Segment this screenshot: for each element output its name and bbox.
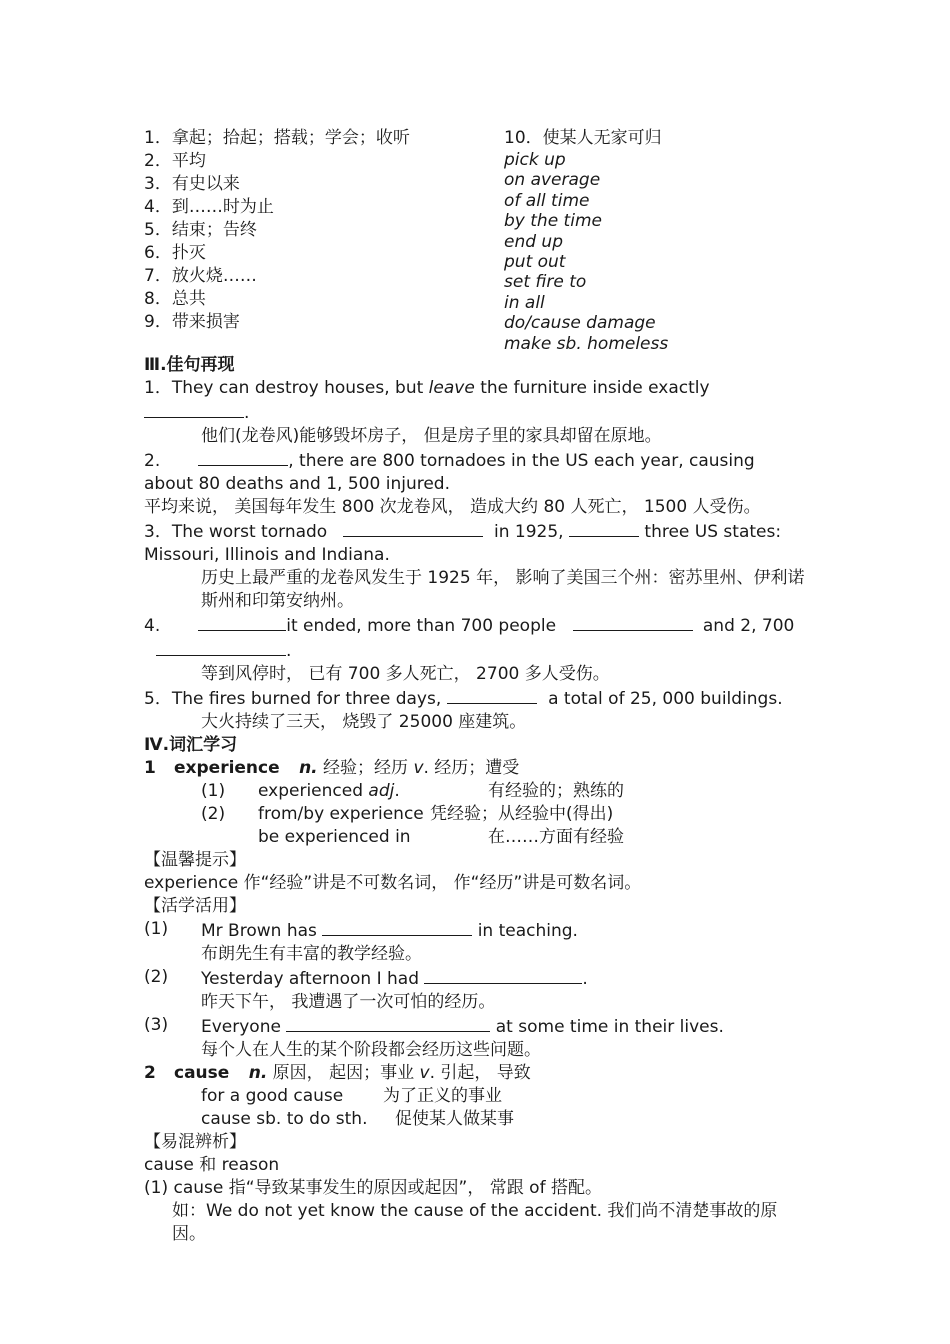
vocab-item-8: 8．总共 xyxy=(144,289,206,309)
vocab-answer-7: set fire to xyxy=(504,272,587,293)
vocab-item-6: 6．扑灭 xyxy=(144,243,206,263)
sentence-4-blank-3[interactable] xyxy=(156,638,286,656)
vocab-answer-4: by the time xyxy=(504,211,602,232)
section-4-title: Ⅳ.词汇学习 xyxy=(144,735,238,756)
word-2-num: 2 xyxy=(144,1063,156,1084)
tip-title: 【温馨提示】 xyxy=(144,850,246,871)
practice-2-num: (2) xyxy=(144,967,169,988)
vocab-item-2: 2．平均 xyxy=(144,151,206,171)
sentence-3-cn xyxy=(144,567,809,613)
vocab-answer-2: on average xyxy=(504,170,601,191)
word-2-pos: n. xyxy=(248,1063,268,1084)
phrase-1-term xyxy=(258,780,488,803)
practice-1-text-a: Mr Brown has xyxy=(201,921,317,942)
vocab-item-4: 4．到……时为止 xyxy=(144,197,274,217)
sentence-3 xyxy=(144,519,809,567)
vocab-answer-5: end up xyxy=(504,231,563,252)
cause-phrase-1-term: for a good cause xyxy=(201,1086,344,1107)
difference-1: (1) cause 指“导致某事发生的原因或起因”， 常跟 of 搭配。 xyxy=(144,1178,602,1199)
practice-1-cn: 布朗先生有丰富的教学经验。 xyxy=(201,944,422,965)
practice-2-text xyxy=(201,966,588,991)
phrase-3 xyxy=(144,826,809,849)
word-2-def-a: 原因， 起因；事业 xyxy=(267,1063,420,1084)
cause-phrase-1-def: 为了正义的事业 xyxy=(383,1086,502,1107)
practice-2 xyxy=(144,966,809,991)
vocab-answer-8: in all xyxy=(504,292,545,313)
sentence-5-cn: 大火持续了三天， 烧毁了 25000 座建筑。 xyxy=(201,712,527,733)
phrase-2-num: (2) xyxy=(201,804,226,825)
practice-3 xyxy=(144,1014,809,1039)
cause-phrase-1 xyxy=(144,1085,809,1108)
sentence-1-leave: leave xyxy=(428,378,475,399)
sentence-1-text-a: 1．They can destroy houses, but xyxy=(144,378,429,399)
practice-3-blank[interactable] xyxy=(286,1014,490,1032)
phrase-3-term: be experienced in xyxy=(258,827,411,848)
vocab-item-7: 7．放火烧…… xyxy=(144,266,257,286)
phrase-1-term-adj: adj xyxy=(368,781,395,802)
cause-phrase-2 xyxy=(144,1108,809,1131)
word-2-def-b: . 引起， 导致 xyxy=(429,1063,531,1084)
tip-text: experience 作“经验”讲是不可数名词， 作“经历”讲是可数名词。 xyxy=(144,873,642,894)
phrase-1-num: (1) xyxy=(201,781,226,802)
word-1-headword: experience xyxy=(174,758,280,779)
sentence-4-num: 4. xyxy=(144,616,161,637)
phrase-2-def: 凭经验；从经验中(得出) xyxy=(430,804,614,825)
sentence-4 xyxy=(144,613,809,663)
vocab-answer-3: of all time xyxy=(504,190,590,211)
practice-3-text-b: at some time in their lives. xyxy=(495,1017,724,1038)
vocab-item-9: 9．带来损害 xyxy=(144,312,240,332)
practice-2-text-a: Yesterday afternoon I had xyxy=(201,969,420,990)
sentence-3-text-c: three US states: Missouri, Illinois and Indiana. xyxy=(144,522,782,566)
vocab-left-column xyxy=(144,127,504,354)
practice-3-text xyxy=(201,1014,724,1039)
vocab-item-3: 3．有史以来 xyxy=(144,174,240,194)
sentence-1-text-b: the furniture inside exactly xyxy=(474,378,710,399)
sentence-5-blank[interactable] xyxy=(447,686,537,704)
sentence-1-end: . xyxy=(244,403,250,424)
practice-1-text-b: in teaching. xyxy=(477,921,578,942)
sentence-4-end: . xyxy=(286,641,292,662)
word-1-def-a: 经验；经历 xyxy=(317,758,414,779)
practice-3-text-a: Everyone xyxy=(201,1017,281,1038)
document-page xyxy=(144,127,809,1246)
phrase-2-term: from/by experience xyxy=(258,804,424,825)
sentence-4-text-a: it ended, more than 700 people xyxy=(286,616,557,637)
practice-1-blank[interactable] xyxy=(322,918,472,936)
sentence-2-cn: 平均来说， 美国每年发生 800 次龙卷风， 造成大约 80 人死亡， 1500 人受伤。 xyxy=(144,497,761,518)
word-2-v: v xyxy=(419,1063,430,1084)
sentence-3-text-b: in 1925, xyxy=(494,522,564,543)
practice-1 xyxy=(144,918,809,943)
sentence-5 xyxy=(144,686,809,711)
sentence-2-num: 2. xyxy=(144,451,161,472)
word-1-v: v xyxy=(413,758,424,779)
practice-2-cn: 昨天下午， 我遭遇了一次可怕的经历。 xyxy=(201,992,496,1013)
practice-1-text xyxy=(201,918,578,943)
sentence-5-text-b: a total of 25, 000 buildings. xyxy=(548,689,783,710)
sentence-4-blank-1[interactable] xyxy=(198,613,286,631)
vocab-columns xyxy=(144,127,809,354)
sentence-4-blank-2[interactable] xyxy=(573,613,693,631)
word-1-num: 1 xyxy=(144,758,156,779)
vocab-item-10: 10．使某人无家可归 xyxy=(504,128,662,148)
sentence-3-blank-2[interactable] xyxy=(569,519,639,537)
phrase-1-term-b: . xyxy=(394,781,400,802)
practice-2-text-b: . xyxy=(582,969,588,990)
phrase-1-term-a: experienced xyxy=(258,781,369,802)
sentence-2-blank[interactable] xyxy=(198,448,288,466)
word-1-entry xyxy=(144,757,809,780)
practice-3-num: (3) xyxy=(144,1015,169,1036)
word-2-entry xyxy=(144,1062,809,1085)
difference-1-example: 如：We do not yet know the cause of the accident. 我们尚不清楚事故的原因。 xyxy=(172,1201,778,1245)
sentence-2-text: , there are 800 tornadoes in the US each year, causing about 80 deaths and 1, 500 injured. xyxy=(144,451,755,495)
sentence-2 xyxy=(144,448,809,496)
vocab-answer-9: do/cause damage xyxy=(504,313,656,334)
vocab-answer-6: put out xyxy=(504,252,566,273)
vocab-item-1: 1．拿起；拾起；搭载；学会；收听 xyxy=(144,128,410,148)
sentence-3-cn-text: 历史上最严重的龙卷风发生于 1925 年， 影响了美国三个州：密苏里州、伊利诺斯州和印第安纳州。 xyxy=(201,568,805,612)
sentence-1-cn: 他们(龙卷风)能够毁坏房子， 但是房子里的家具却留在原地。 xyxy=(201,426,662,447)
sentence-3-text-a: 3．The worst tornado xyxy=(144,522,328,543)
difference-title: 【易混辨析】 xyxy=(144,1132,246,1153)
sentence-5-text-a: 5．The fires burned for three days, xyxy=(144,689,442,710)
vocab-answer-1: pick up xyxy=(504,150,566,170)
practice-1-num: (1) xyxy=(144,919,169,940)
vocab-answer-10: make sb. homeless xyxy=(504,333,669,354)
sentence-1-blank[interactable] xyxy=(144,400,244,418)
vocab-answers xyxy=(504,150,809,354)
phrase-2 xyxy=(144,803,809,826)
phrase-1-def: 有经验的；熟练的 xyxy=(488,781,624,802)
phrase-3-def: 在……方面有经验 xyxy=(488,827,624,848)
practice-3-cn: 每个人在人生的某个阶段都会经历这些问题。 xyxy=(201,1040,541,1061)
cause-phrase-2-term: cause sb. to do sth. xyxy=(201,1109,368,1130)
practice-title: 【活学活用】 xyxy=(144,896,246,917)
cause-phrase-2-def: 促使某人做某事 xyxy=(395,1109,514,1130)
word-1-def-b: . 经历；遭受 xyxy=(423,758,520,779)
section-3-title: Ⅲ.佳句再现 xyxy=(144,355,235,376)
phrase-1 xyxy=(144,780,809,803)
sentence-4-cn: 等到风停时， 已有 700 多人死亡， 2700 多人受伤。 xyxy=(201,664,610,685)
sentence-3-blank-1[interactable] xyxy=(343,519,483,537)
practice-2-blank[interactable] xyxy=(424,966,582,984)
vocab-right-column xyxy=(504,127,809,354)
sentence-4-text-b: and 2, 700 xyxy=(702,616,795,637)
word-1-pos: n. xyxy=(299,758,318,779)
sentence-1 xyxy=(144,377,809,425)
vocab-item-5: 5．结束；告终 xyxy=(144,220,257,240)
phrase-3-spacer xyxy=(201,826,258,849)
word-2-headword: cause xyxy=(174,1063,230,1084)
difference-subtitle: cause 和 reason xyxy=(144,1155,280,1176)
